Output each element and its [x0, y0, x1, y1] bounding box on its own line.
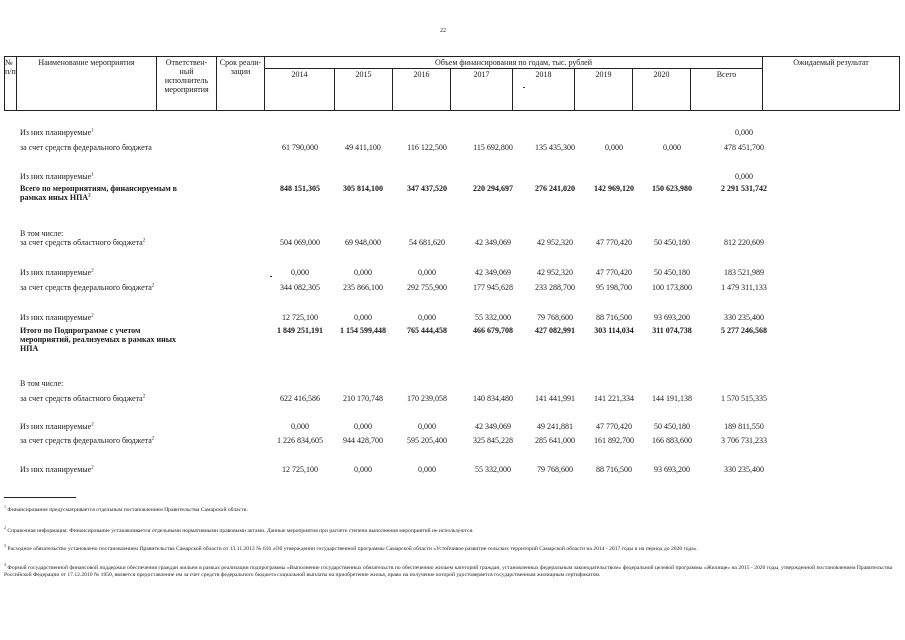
row-label: за счет средств областного бюджета$^2$: [20, 394, 146, 403]
footnote-ref: 1: [91, 172, 94, 178]
row-value: 49 241,881: [537, 422, 573, 431]
footnote: [4, 504, 894, 514]
row-label: В том числе:: [20, 379, 64, 388]
header-year: 2018: [513, 69, 575, 111]
row-value: 42 349,069: [475, 268, 511, 277]
row-value: 116 122,500: [407, 143, 447, 152]
row-value: 0,000: [418, 313, 436, 322]
row-value: 427 082,991: [535, 326, 575, 335]
row-value: 88 716,500: [596, 465, 632, 474]
footnote-separator: [4, 497, 76, 498]
row-total: 2 291 531,742: [721, 184, 767, 193]
row-value: 142 969,120: [594, 184, 634, 193]
row-value: 504 069,000: [280, 238, 320, 247]
row-value: 42 952,320: [537, 238, 573, 247]
row-value: 50 450,180: [654, 422, 690, 431]
row-value: 140 834,480: [473, 394, 513, 403]
row-value: 347 437,520: [407, 184, 447, 193]
row-value: 49 411,100: [345, 143, 381, 152]
row-value: 141 441,991: [535, 394, 575, 403]
row-label: В том числе:: [20, 229, 64, 238]
footnote-ref: 2: [88, 193, 91, 199]
footnote-text: Расходное обязательство установлено постановлением Правительства Самарской области от 13.11.2013 № 616 «Об утверждении государственной программы Самарской области «Устойчивое развитие сельских территорий Самарской области на 2014 - 2017 годы и на период до 2020 года».: [6, 546, 698, 552]
row-value: 765 444,458: [407, 326, 447, 335]
header-year: 2019: [575, 69, 633, 111]
row-value: 95 198,700: [596, 283, 632, 292]
header-term: Срок реали-зации: [217, 57, 265, 111]
header-name: Наименование мероприятия: [17, 57, 157, 111]
scan-speck: [523, 87, 525, 88]
footnote: [4, 543, 894, 553]
row-total: 330 235,400: [724, 465, 764, 474]
row-value: 54 681,620: [409, 238, 445, 247]
row-value: 220 294,697: [473, 184, 513, 193]
row-value: 848 151,305: [280, 184, 320, 193]
row-value: 55 332,000: [475, 465, 511, 474]
row-label: Итого по Подпрограмме с учетом мероприятий, реализуемых в рамках иных НПА: [20, 326, 176, 353]
row-label: Из них планируемые$^1$: [20, 172, 94, 181]
row-value: 93 693,200: [654, 465, 690, 474]
row-label: Из них планируемые$^2$: [20, 313, 94, 322]
row-value: 1 154 599,448: [340, 326, 386, 335]
row-value: 595 205,400: [407, 436, 447, 445]
row-value: 55 332,000: [475, 313, 511, 322]
row-value: 0,000: [291, 422, 309, 431]
row-value: 150 623,980: [652, 184, 692, 193]
footnote-ref: 2: [151, 283, 155, 289]
footnote: [4, 525, 894, 535]
row-value: 161 892,700: [594, 436, 634, 445]
footnote-text: Справочная информация. Финансирование устанавливается отдельными нормативными правовыми актами. Данные мероприятия при расчете степени выполнения мероприятий не используются.: [6, 528, 474, 534]
footnote-ref: 2: [91, 422, 94, 428]
row-value: 47 770,420: [596, 422, 632, 431]
row-label: за счет средств федерального бюджета$^2$: [20, 436, 155, 445]
row-label: Из них планируемые$^1$: [20, 128, 94, 137]
row-value: 50 450,180: [654, 238, 690, 247]
row-value: 93 693,200: [654, 313, 690, 322]
row-value: 79 768,600: [537, 465, 573, 474]
row-total: 812 220,609: [724, 238, 764, 247]
row-value: 12 725,100: [282, 313, 318, 322]
row-label: Всего по мероприятиям, финансируемым в рамках иных НПА$^2$: [20, 184, 177, 202]
row-value: 0,000: [418, 422, 436, 431]
row-value: 144 191,138: [652, 394, 692, 403]
footnote-ref: 2: [142, 394, 146, 400]
row-value: 233 288,700: [535, 283, 575, 292]
row-total: 0,000: [735, 172, 753, 181]
footnote: [4, 562, 894, 579]
header-responsible: Ответствен-ный исполнитель мероприятия: [157, 57, 217, 111]
row-label: за счет средств федерального бюджета: [20, 143, 152, 152]
footnote-ref: 2: [91, 268, 94, 274]
row-value: 944 428,700: [343, 436, 383, 445]
row-total: 478 451,700: [724, 143, 764, 152]
footnote-mark: 3: [4, 543, 6, 549]
row-value: 69 948,000: [345, 238, 381, 247]
row-value: 0,000: [354, 268, 372, 277]
row-value: 0,000: [605, 143, 623, 152]
footnote-ref: 2: [91, 465, 94, 471]
row-value: 1 849 251,191: [277, 326, 323, 335]
footnote-ref: 2: [91, 313, 94, 319]
row-value: 235 866,100: [343, 283, 383, 292]
row-value: 115 692,800: [473, 143, 513, 152]
row-value: 141 221,334: [594, 394, 634, 403]
header-total: Всего: [691, 69, 763, 111]
row-value: 276 241,020: [535, 184, 575, 193]
footnote-text: Финансирование предусматривается отдельным постановлением Правительства Самарской области.: [6, 507, 248, 513]
header-year: 2016: [393, 69, 451, 111]
header-num: № п/п: [5, 57, 17, 111]
row-total: 3 706 731,233: [721, 436, 767, 445]
footnote-mark: 4: [4, 562, 6, 568]
row-label: за счет средств федерального бюджета$^2$: [20, 283, 155, 292]
footnote-mark: 1: [4, 504, 6, 510]
row-value: 0,000: [291, 268, 309, 277]
row-value: 0,000: [354, 313, 372, 322]
row-value: 135 435,300: [535, 143, 575, 152]
row-value: 0,000: [354, 422, 372, 431]
row-value: 305 814,100: [343, 184, 383, 193]
row-total: 1 570 515,335: [721, 394, 767, 403]
row-value: 325 845,228: [473, 436, 513, 445]
row-value: 42 952,320: [537, 268, 573, 277]
row-value: 12 725,100: [282, 465, 318, 474]
header-year: 2017: [451, 69, 513, 111]
row-total: 330 235,400: [724, 313, 764, 322]
row-value: 344 082,305: [280, 283, 320, 292]
row-value: 170 239,058: [407, 394, 447, 403]
row-label: Из них планируемые$^2$: [20, 465, 94, 474]
row-value: 42 349,069: [475, 238, 511, 247]
row-value: 61 790,000: [282, 143, 318, 152]
row-label: Из них планируемые$^2$: [20, 422, 94, 431]
header-year: 2015: [335, 69, 393, 111]
row-value: 311 074,738: [652, 326, 692, 335]
row-value: 88 716,500: [596, 313, 632, 322]
row-value: 210 170,748: [343, 394, 383, 403]
header-year: 2020: [633, 69, 691, 111]
row-label: Из них планируемые$^2$: [20, 268, 94, 277]
row-value: 166 883,600: [652, 436, 692, 445]
row-label: за счет средств областного бюджета$^2$: [20, 238, 146, 247]
row-value: 292 755,900: [407, 283, 447, 292]
row-value: 50 450,180: [654, 268, 690, 277]
row-value: 1 226 834,605: [277, 436, 323, 445]
row-value: 100 173,800: [652, 283, 692, 292]
row-value: 0,000: [354, 465, 372, 474]
row-total: 189 811,550: [724, 422, 764, 431]
page-number: 22: [440, 28, 446, 34]
scan-speck: [270, 276, 272, 277]
row-value: 0,000: [663, 143, 681, 152]
row-value: 0,000: [418, 268, 436, 277]
row-total: 5 277 246,568: [721, 326, 767, 335]
row-value: 0,000: [418, 465, 436, 474]
row-value: 303 114,034: [594, 326, 634, 335]
row-value: 79 768,600: [537, 313, 573, 322]
footnote-ref: 1: [91, 128, 94, 134]
row-total: 0,000: [735, 128, 753, 137]
row-value: 285 641,000: [535, 436, 575, 445]
header-year: 2014: [265, 69, 335, 111]
funding-table-header: [4, 56, 900, 111]
row-total: 183 521,989: [724, 268, 764, 277]
footnote-mark: 2: [4, 525, 6, 531]
header-funding: Объем финансирования по годам, тыс. рублей: [265, 57, 763, 69]
header-result: Ожидаемый результат: [763, 57, 900, 111]
footnote-ref: 2: [142, 238, 146, 244]
row-value: 47 770,420: [596, 238, 632, 247]
row-total: 1 479 311,133: [721, 283, 767, 292]
row-value: 177 945,628: [473, 283, 513, 292]
footnote-text: Формой государственной финансовой поддержки обеспечения граждан жильем в рамках реализации подпрограммы «Выполнение государственных обязательств по обеспечению жильем категорий граждан, установленных федеральным законодательством» федеральной целевой программы «Жилище» на 2015 - 2020 годы, утвержденной постановлением Правительства Российской Федерации от 17.12.2010 № 1050, является предоставление им за счет средств федерального бюджета социальной выплаты на приобретение жилья, право на получение которой удостоверяется государственным жилищным сертификатом.: [4, 565, 893, 578]
row-value: 42 349,069: [475, 422, 511, 431]
row-value: 47 770,420: [596, 268, 632, 277]
row-value: 466 679,708: [473, 326, 513, 335]
footnote-ref: 2: [151, 436, 155, 442]
row-value: 622 416,586: [280, 394, 320, 403]
